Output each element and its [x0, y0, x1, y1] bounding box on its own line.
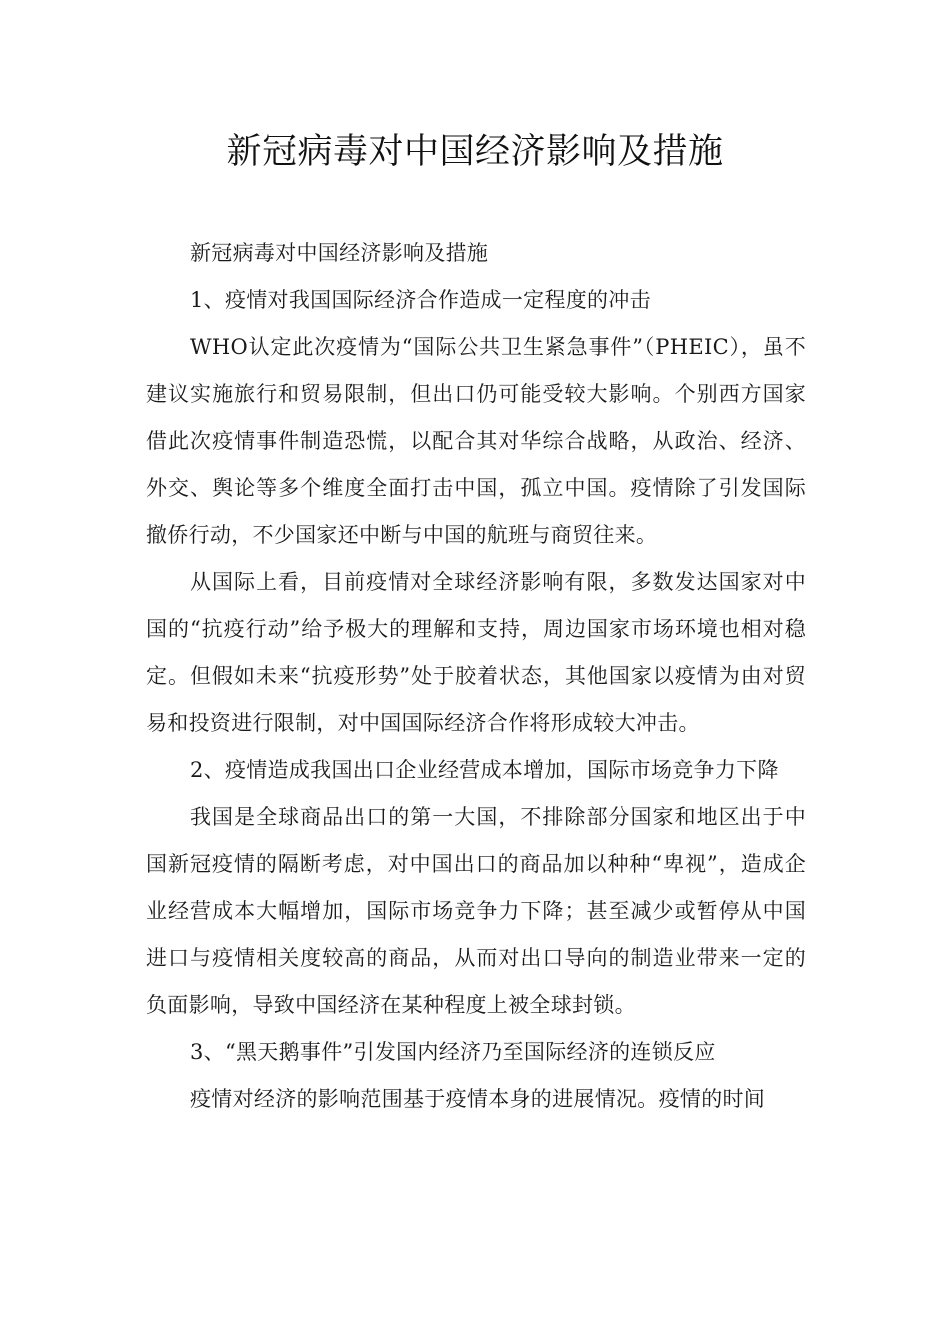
paragraph: 从国际上看，目前疫情对全球经济影响有限，多数发达国家对中国的“抗疫行动”给予极大的理解和支持，周边国家市场环境也相对稳定。但假如未来“抗疫形势”处于胶着状态，其他国家以疫情为由对贸易和投资进行限制，对中国国际经济合作将形成较大冲击。 [146, 570, 806, 735]
document-title: 新冠病毒对中国经济影响及措施 [226, 132, 724, 172]
document-body [146, 230, 806, 1123]
section-heading-1: 1、疫情对我国国际经济合作造成一定程度的冲击 [190, 288, 651, 312]
paragraph: WHO认定此次疫情为“国际公共卫生紧急事件”（PHEIC），虽不建议实施旅行和贸易限制，但出口仍可能受较大影响。个别西方国家借此次疫情事件制造恐慌，以配合其对华综合战略，从政治、经济、外交、舆论等多个维度全面打击中国，孤立中国。疫情除了引发国际撤侨行动，不少国家还中断与中国的航班与商贸往来。 [146, 335, 806, 547]
section-heading-3: 3、“黑天鹅事件”引发国内经济乃至国际经济的连锁反应 [190, 1040, 716, 1064]
paragraph: 我国是全球商品出口的第一大国，不排除部分国家和地区出于中国新冠疫情的隔断考虑，对中国出口的商品加以种种“卑视”，造成企业经营成本大幅增加，国际市场竞争力下降；甚至减少或暂停从中国进口与疫情相关度较高的商品，从而对出口导向的制造业带来一定的负面影响，导致中国经济在某种程度上被全球封锁。 [146, 805, 806, 1017]
paragraph: 疫情对经济的影响范围基于疫情本身的进展情况。疫情的时间 [190, 1087, 766, 1111]
section-heading-2: 2、疫情造成我国出口企业经营成本增加，国际市场竞争力下降 [190, 758, 779, 782]
paragraph-subtitle: 新冠病毒对中国经济影响及措施 [190, 241, 489, 265]
